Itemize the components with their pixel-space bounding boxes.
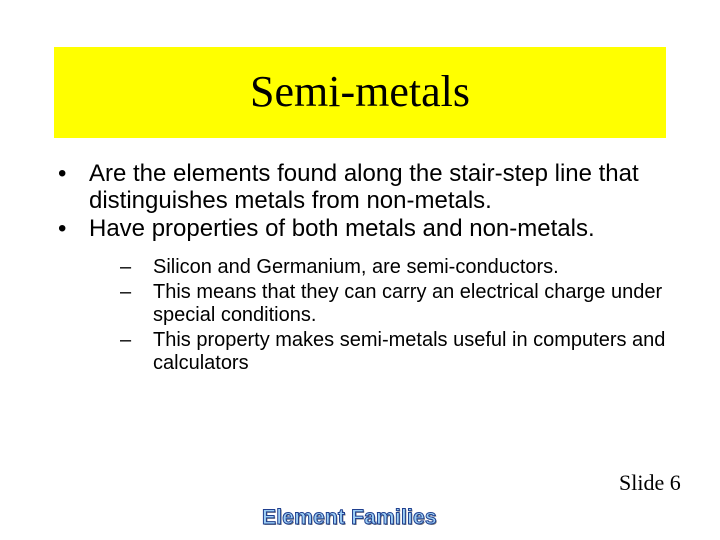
element-families-logo[interactable]: Element Families [262, 506, 437, 529]
bullet-item [56, 215, 696, 376]
title-band [54, 47, 666, 138]
bullet-mark: • [58, 215, 67, 242]
bullet-item [56, 160, 696, 214]
sub-bullet-list [89, 256, 696, 376]
slide-number: Slide 6 [619, 470, 681, 495]
sub-bullet-mark: – [120, 280, 132, 303]
sub-bullet-mark: – [120, 256, 132, 278]
sub-bullet-text: This means that they can carry an electrical charge under special conditions. [153, 280, 663, 326]
bullet-text: Are the elements found along the stair-step line that distinguishes metals from non-metals. [89, 160, 639, 214]
sub-bullet-item [89, 281, 696, 328]
sub-bullet-text: This property makes semi-metals useful in computers and calculators [153, 328, 666, 374]
slide-title: Semi-metals [250, 66, 470, 116]
sub-bullet-item [89, 256, 696, 280]
bullet-mark: • [58, 160, 67, 187]
bullet-list [56, 160, 696, 377]
sub-bullet-text: Silicon and Germanium, are semi-conductors. [153, 256, 559, 278]
bullet-text: Have properties of both metals and non-metals. [89, 215, 595, 242]
sub-bullet-mark: – [120, 328, 132, 351]
sub-bullet-item [89, 329, 696, 376]
